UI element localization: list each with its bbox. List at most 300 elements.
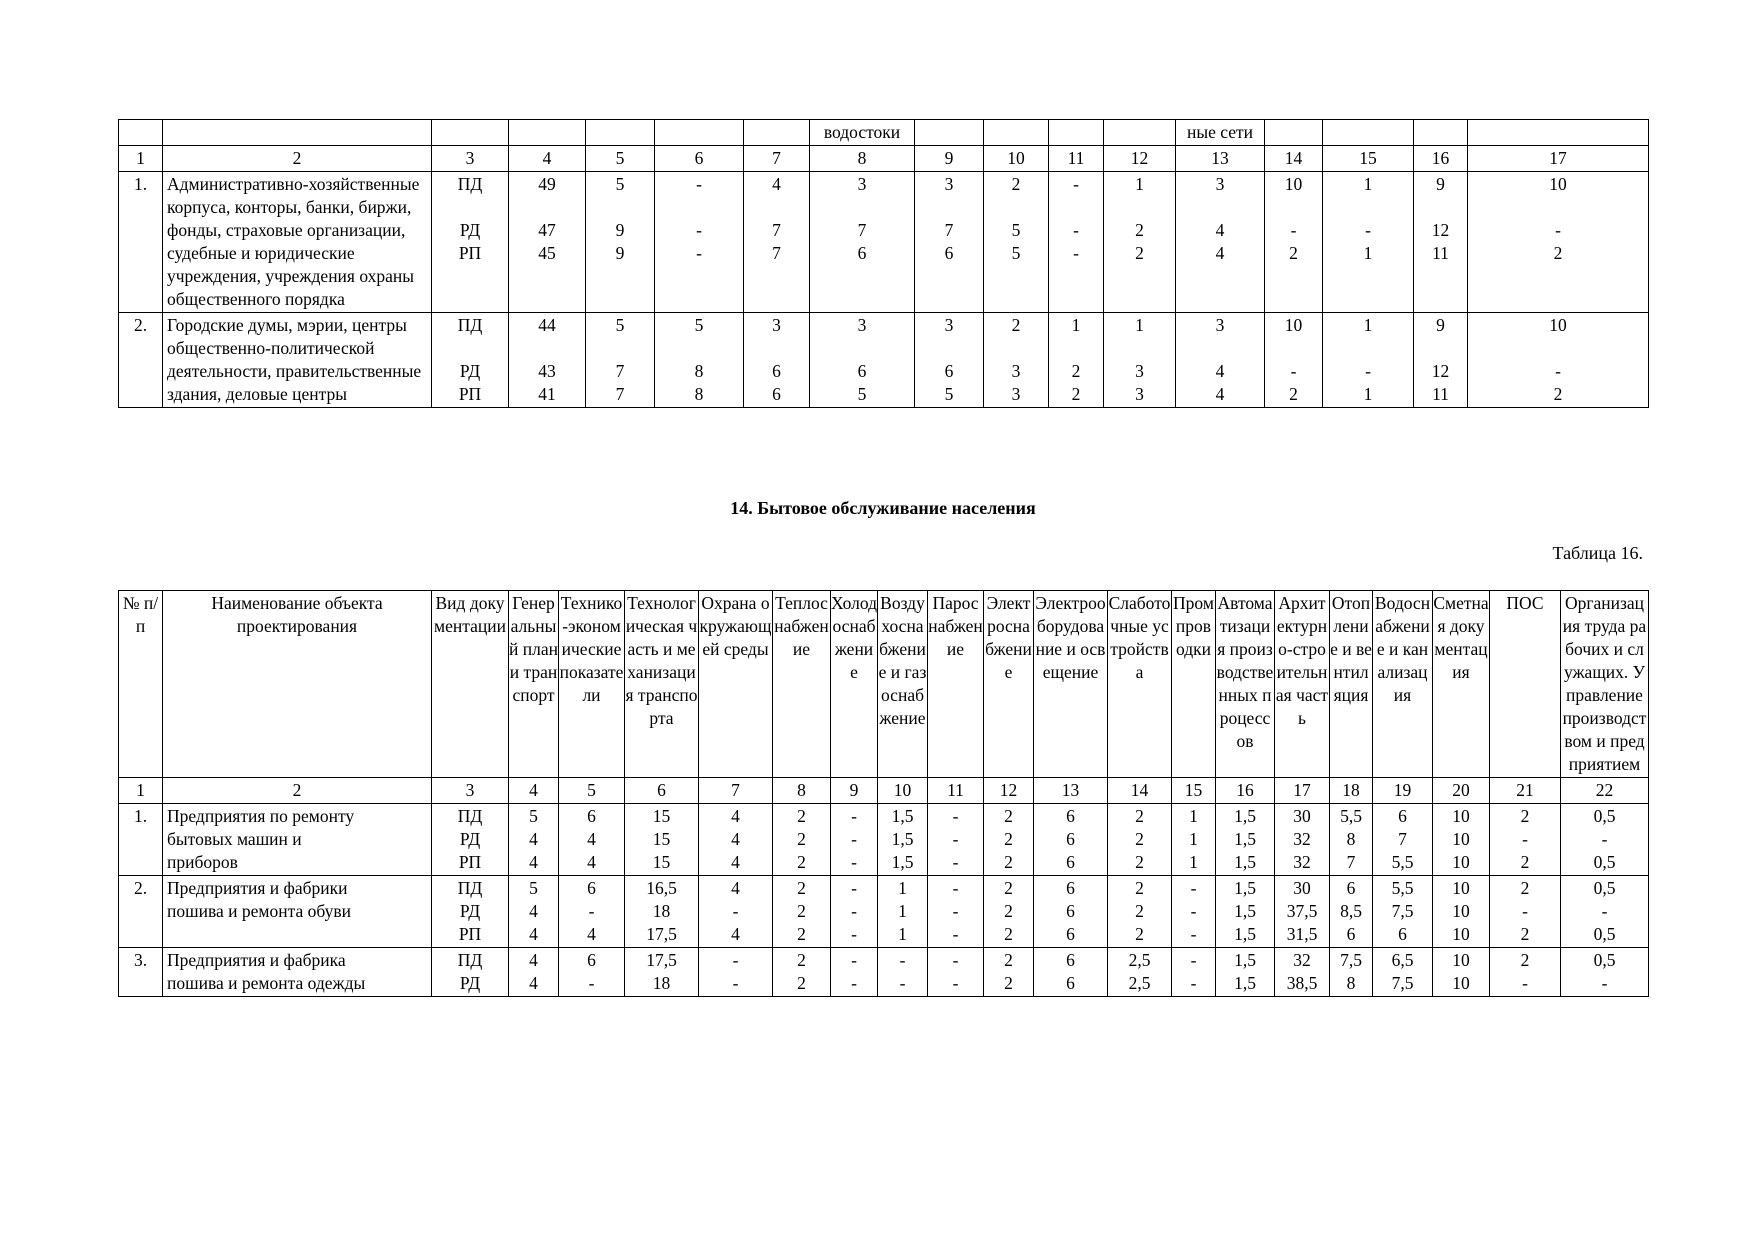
cell-value: 10 (1549, 315, 1567, 335)
cell-value: 2 (1071, 361, 1081, 381)
value-cell (1330, 948, 1373, 997)
column-header: Охрана окружающей среды (699, 591, 773, 778)
cell-value: 1 (898, 878, 907, 898)
object-name-line: Предприятия и фабрики (167, 878, 348, 898)
cell-value: 10 (1284, 174, 1303, 194)
value-cell (1330, 876, 1373, 948)
column-header: Технологическая часть и механизация транспорта (625, 591, 699, 778)
cell-value: 2 (1135, 878, 1144, 898)
column-number: 22 (1561, 778, 1649, 804)
cell-value: 0,5 (1593, 878, 1616, 898)
cell-value: - (851, 878, 857, 898)
cell-value: 7 (944, 220, 954, 240)
cell-value: - (696, 220, 702, 240)
column-header: ПОС (1490, 591, 1561, 778)
column-number: 5 (586, 146, 655, 172)
value-cell (625, 804, 699, 876)
cell-value: ПД (457, 174, 483, 194)
table-row (119, 948, 1649, 997)
cell-value: 0,5 (1593, 924, 1616, 944)
value-cell (559, 804, 625, 876)
cell-value: - (952, 924, 959, 944)
cell-value: 2 (1553, 384, 1563, 404)
column-number: 20 (1433, 778, 1490, 804)
cell-value: РП (458, 924, 482, 944)
cell-value: 2 (797, 901, 806, 921)
cell-value: 1,5 (1234, 924, 1256, 944)
cell-value: 4 (731, 852, 740, 872)
value-cell (1108, 804, 1172, 876)
cell-value: 4 (731, 924, 740, 944)
value-cell (1108, 948, 1172, 997)
table-label: Таблица 16. (1552, 543, 1643, 563)
column-number-row (119, 146, 1649, 172)
cell-value: 2 (1520, 878, 1530, 898)
column-number: 3 (432, 146, 509, 172)
column-header: Электрооборудование и освещение (1034, 591, 1108, 778)
cell-value: 1,5 (1234, 806, 1256, 826)
cell-value: 6 (1346, 924, 1356, 944)
cell-value: - (1555, 220, 1561, 240)
cell-value: 3 (1215, 174, 1225, 194)
cell-value: 2 (797, 950, 806, 970)
cell-value: 0,5 (1593, 950, 1616, 970)
cell-value: 6 (1066, 950, 1075, 970)
cell-value (917, 196, 981, 219)
cell-value: 10 (1452, 950, 1470, 970)
cell-value: 4 (529, 950, 538, 970)
cell-value: 17,5 (646, 924, 677, 944)
column-number: 1 (119, 146, 163, 172)
cell-value: 5 (529, 878, 538, 898)
cell-value (746, 196, 807, 219)
value-cell (1216, 804, 1275, 876)
cell-value: 41 (538, 384, 556, 404)
column-number: 11 (1049, 146, 1104, 172)
cell-value: 47 (538, 220, 556, 240)
cell-value: 3 (857, 174, 867, 194)
value-cell (655, 313, 744, 408)
cell-value: 3 (1135, 361, 1144, 381)
value-cell (1176, 172, 1265, 313)
value-cell (1433, 876, 1490, 948)
column-number: 6 (625, 778, 699, 804)
cell-value: - (1290, 361, 1297, 381)
cell-value: 17,5 (646, 950, 677, 970)
cell-value: - (1365, 361, 1371, 381)
column-header: Водоснабжение и канализация (1373, 591, 1433, 778)
row-number: 1. (119, 172, 163, 313)
cell-value: РД (459, 361, 481, 381)
object-name (163, 948, 432, 997)
value-cell (831, 876, 878, 948)
cell-value: 3 (1215, 315, 1225, 335)
object-name-line: бытовых машин и (167, 829, 302, 849)
value-cell (831, 804, 878, 876)
cell-value: 2 (1004, 852, 1013, 872)
column-number: 9 (915, 146, 984, 172)
cell-value: 6 (1398, 924, 1407, 944)
cell-value: 5 (1011, 220, 1021, 240)
cell-value: - (732, 901, 739, 921)
cell-value (1325, 196, 1411, 219)
cell-value: 5 (944, 384, 954, 404)
column-header: № п/п (119, 591, 163, 778)
cell-value: 2 (1135, 829, 1144, 849)
cell-value: РП (458, 243, 482, 263)
cell-value: 2 (1553, 243, 1563, 263)
cell-value: - (952, 901, 959, 921)
cell-value: 1 (1135, 174, 1144, 194)
column-number: 3 (432, 778, 509, 804)
value-cell (915, 172, 984, 313)
cell-value: 1,5 (891, 806, 914, 826)
cell-value: 2 (1520, 924, 1530, 944)
column-number: 9 (831, 778, 878, 804)
value-cell (509, 948, 559, 997)
cell-value: - (1073, 243, 1079, 263)
value-cell (1275, 876, 1330, 948)
cell-value: РД (459, 829, 481, 849)
table-row (119, 804, 1649, 876)
header-row (119, 591, 1649, 778)
value-cell (1034, 804, 1108, 876)
cell-value: 6 (1066, 829, 1075, 849)
cell-value: 5 (1011, 243, 1021, 263)
value-cell (1490, 948, 1561, 997)
cell-value: 6 (944, 361, 954, 381)
cell-value: 4 (529, 924, 538, 944)
cell-value: 3 (857, 315, 867, 335)
column-header: Архитектурно-строительная часть (1275, 591, 1330, 778)
cell-value (588, 196, 652, 219)
cell-value: 1,5 (1234, 829, 1256, 849)
value-cell (1490, 876, 1561, 948)
cell-value: 6,5 (1391, 950, 1414, 970)
value-cell (509, 804, 559, 876)
cell-value: 43 (538, 361, 556, 381)
cell-value: 9 (1436, 315, 1445, 335)
value-cell (1561, 948, 1649, 997)
value-cell (1373, 876, 1433, 948)
cell-value: 6 (1066, 924, 1075, 944)
cell-value: 1 (1071, 315, 1081, 335)
cell-value: - (588, 973, 595, 993)
value-cell (773, 804, 831, 876)
cell-value: 15 (652, 806, 671, 826)
value-cell (1373, 948, 1433, 997)
value-cell (432, 172, 509, 313)
cell-value: 10 (1452, 829, 1470, 849)
cell-value: 18 (652, 973, 671, 993)
column-header: Организация труда рабочих и служащих. Управление производством и предприятием (1561, 591, 1649, 778)
cell-value: - (952, 950, 959, 970)
cell-value: 2 (1004, 878, 1013, 898)
cell-value: 8 (1346, 829, 1356, 849)
cell-value: - (851, 806, 857, 826)
column-number: 8 (773, 778, 831, 804)
cell-value (1416, 196, 1465, 219)
cell-value: - (952, 806, 959, 826)
cell-value: 3 (944, 315, 954, 335)
column-header: Сметная документация (1433, 591, 1490, 778)
cell-value: 30 (1293, 878, 1311, 898)
column-number: 4 (509, 146, 586, 172)
value-cell (1265, 313, 1323, 408)
cell-value: 1 (1135, 315, 1144, 335)
column-header: Технико-экономические показатели (559, 591, 625, 778)
column-header: Воздухоснабжение и газоснабжение (878, 591, 928, 778)
cell-value (1106, 337, 1173, 360)
column-header: Слаботочные устройства (1108, 591, 1172, 778)
cell-value: РД (459, 901, 481, 921)
column-number: 14 (1108, 778, 1172, 804)
cell-value: РД (459, 220, 481, 240)
cell-value: 37,5 (1286, 901, 1318, 921)
cell-value (434, 337, 506, 360)
value-cell (744, 313, 810, 408)
cell-value: 4 (731, 806, 740, 826)
value-cell (773, 948, 831, 997)
cell-value: РП (458, 852, 482, 872)
cell-value (511, 337, 583, 360)
cell-value: 4 (731, 829, 740, 849)
cell-value (1325, 337, 1411, 360)
value-cell (1414, 172, 1468, 313)
cell-value: 10 (1452, 901, 1470, 921)
cell-value: - (899, 950, 906, 970)
cell-value: 2 (1135, 852, 1144, 872)
header-cell (1468, 120, 1649, 146)
cell-value: 10 (1452, 852, 1470, 872)
value-cell (625, 876, 699, 948)
cell-value: - (696, 174, 702, 194)
value-cell (1034, 876, 1108, 948)
cell-value: 1 (1189, 852, 1198, 872)
cell-value (511, 196, 583, 219)
cell-value: 2 (1135, 924, 1144, 944)
cell-value: 6 (857, 243, 867, 263)
column-number: 18 (1330, 778, 1373, 804)
cell-value: - (1073, 174, 1079, 194)
value-cell (1104, 313, 1176, 408)
cell-value: 2 (1004, 950, 1013, 970)
cell-value: 11 (1432, 243, 1449, 263)
cell-value: 4 (587, 829, 596, 849)
cell-value: 1,5 (1234, 950, 1256, 970)
value-cell (586, 313, 655, 408)
cell-value: 8 (694, 361, 704, 381)
cell-value: 32 (1293, 950, 1311, 970)
column-number: 12 (1104, 146, 1176, 172)
value-cell (984, 876, 1034, 948)
value-cell (984, 948, 1034, 997)
cell-value: - (1522, 829, 1528, 849)
value-cell (699, 948, 773, 997)
cell-value: 10 (1452, 878, 1470, 898)
cell-value: 1,5 (891, 829, 914, 849)
cell-value: 10 (1549, 174, 1567, 194)
table-row (119, 876, 1649, 948)
cell-value: 12 (1431, 220, 1450, 240)
cell-value: 6 (1346, 878, 1356, 898)
cell-value: 1,5 (1234, 878, 1256, 898)
cell-value (1267, 196, 1320, 219)
cell-value: - (851, 973, 857, 993)
cell-value: 1,5 (1234, 852, 1256, 872)
cell-value: 6 (1398, 806, 1407, 826)
column-number: 15 (1323, 146, 1414, 172)
cell-value: 45 (538, 243, 556, 263)
object-name-line (167, 923, 431, 946)
column-header: Холодоснабжение (831, 591, 878, 778)
cell-value: 1 (1363, 174, 1373, 194)
cell-value: 1 (1363, 384, 1373, 404)
value-cell (509, 172, 586, 313)
table-bottom (118, 590, 1649, 997)
cell-value: 32 (1293, 852, 1311, 872)
row-number: 2. (119, 876, 163, 948)
value-cell (1561, 804, 1649, 876)
column-number-row (119, 778, 1649, 804)
header-cell (1414, 120, 1468, 146)
header-cell (744, 120, 810, 146)
cell-value: 3 (1011, 384, 1021, 404)
row-number: 2. (119, 313, 163, 408)
cell-value: 4 (1215, 220, 1225, 240)
cell-value: 2 (1135, 243, 1144, 263)
value-cell (984, 804, 1034, 876)
column-number: 16 (1414, 146, 1468, 172)
value-cell (699, 876, 773, 948)
value-cell (432, 948, 509, 997)
column-number: 1 (119, 778, 163, 804)
row-number: 1. (119, 804, 163, 876)
cell-value: - (1290, 220, 1297, 240)
value-cell (878, 876, 928, 948)
cell-value: 4 (587, 924, 596, 944)
cell-value (917, 337, 981, 360)
cell-value: 2 (1289, 243, 1298, 263)
cell-value (434, 196, 506, 219)
value-cell (1216, 948, 1275, 997)
cell-value: 2 (1011, 174, 1021, 194)
value-cell (1414, 313, 1468, 408)
value-cell (1330, 804, 1373, 876)
cell-value: 0,5 (1593, 806, 1616, 826)
column-number: 10 (984, 146, 1049, 172)
value-cell (655, 172, 744, 313)
row-number: 3. (119, 948, 163, 997)
object-name-line: приборов (167, 852, 238, 872)
column-number: 6 (655, 146, 744, 172)
cell-value: 5 (615, 315, 625, 335)
value-cell (928, 876, 984, 948)
column-number: 14 (1265, 146, 1323, 172)
cell-value: - (899, 973, 906, 993)
cell-value: - (1190, 901, 1197, 921)
cell-value: 38,5 (1286, 973, 1318, 993)
cell-value: ПД (457, 315, 483, 335)
cell-value: - (851, 901, 857, 921)
cell-value: 6 (587, 950, 596, 970)
column-number: 17 (1275, 778, 1330, 804)
cell-value: 3 (772, 315, 781, 335)
cell-value: 5 (694, 315, 704, 335)
cell-value: 6 (772, 361, 781, 381)
cell-value: - (696, 243, 702, 263)
column-number: 10 (878, 778, 928, 804)
cell-value: - (1190, 878, 1197, 898)
cell-value: - (851, 924, 857, 944)
header-cell (984, 120, 1049, 146)
column-header: Отопление и вентиляция (1330, 591, 1373, 778)
cell-value: 3 (944, 174, 954, 194)
cell-value: 7 (1346, 852, 1356, 872)
value-cell (773, 876, 831, 948)
cell-value: - (1190, 950, 1197, 970)
cell-value: - (1555, 361, 1561, 381)
cell-value: 7 (615, 384, 625, 404)
column-number: 17 (1468, 146, 1649, 172)
cell-value: 18 (652, 901, 671, 921)
cell-value: 7 (772, 220, 781, 240)
cell-value: 2 (1004, 829, 1013, 849)
object-name (163, 876, 432, 948)
cell-value (1267, 337, 1320, 360)
cell-value: 6 (1066, 901, 1075, 921)
header-cell (1049, 120, 1104, 146)
value-cell (1275, 804, 1330, 876)
value-cell (1433, 948, 1490, 997)
header-fragment-row (119, 120, 1649, 146)
value-cell (1176, 313, 1265, 408)
header-cell (586, 120, 655, 146)
cell-value: 9 (615, 220, 625, 240)
cell-value: 7 (857, 220, 867, 240)
cell-value: 6 (587, 878, 596, 898)
cell-value: 4 (731, 878, 740, 898)
cell-value: 5 (615, 174, 625, 194)
value-cell (1468, 172, 1649, 313)
column-number: 13 (1176, 146, 1265, 172)
cell-value: 10 (1452, 973, 1470, 993)
cell-value: 2,5 (1128, 973, 1151, 993)
column-number: 12 (984, 778, 1034, 804)
value-cell (625, 948, 699, 997)
header-cell: ные сети (1176, 120, 1265, 146)
value-cell (1373, 804, 1433, 876)
value-cell (1216, 876, 1275, 948)
cell-value: - (851, 852, 857, 872)
cell-value: 4 (587, 852, 596, 872)
cell-value: 6 (1066, 878, 1075, 898)
value-cell (559, 876, 625, 948)
cell-value: 7 (1398, 829, 1407, 849)
table-top (118, 119, 1649, 408)
cell-value: - (1190, 973, 1197, 993)
cell-value: 6 (944, 243, 954, 263)
cell-value: 2 (1135, 220, 1144, 240)
object-name-line: пошива и ремонта одежды (167, 973, 366, 993)
header-cell (1265, 120, 1323, 146)
cell-value: ПД (457, 806, 483, 826)
header-cell (1104, 120, 1176, 146)
cell-value: 6 (1066, 806, 1075, 826)
cell-value: 7,5 (1391, 901, 1414, 921)
object-name-line: Предприятия и фабрика (167, 950, 346, 970)
cell-value (1178, 196, 1262, 219)
